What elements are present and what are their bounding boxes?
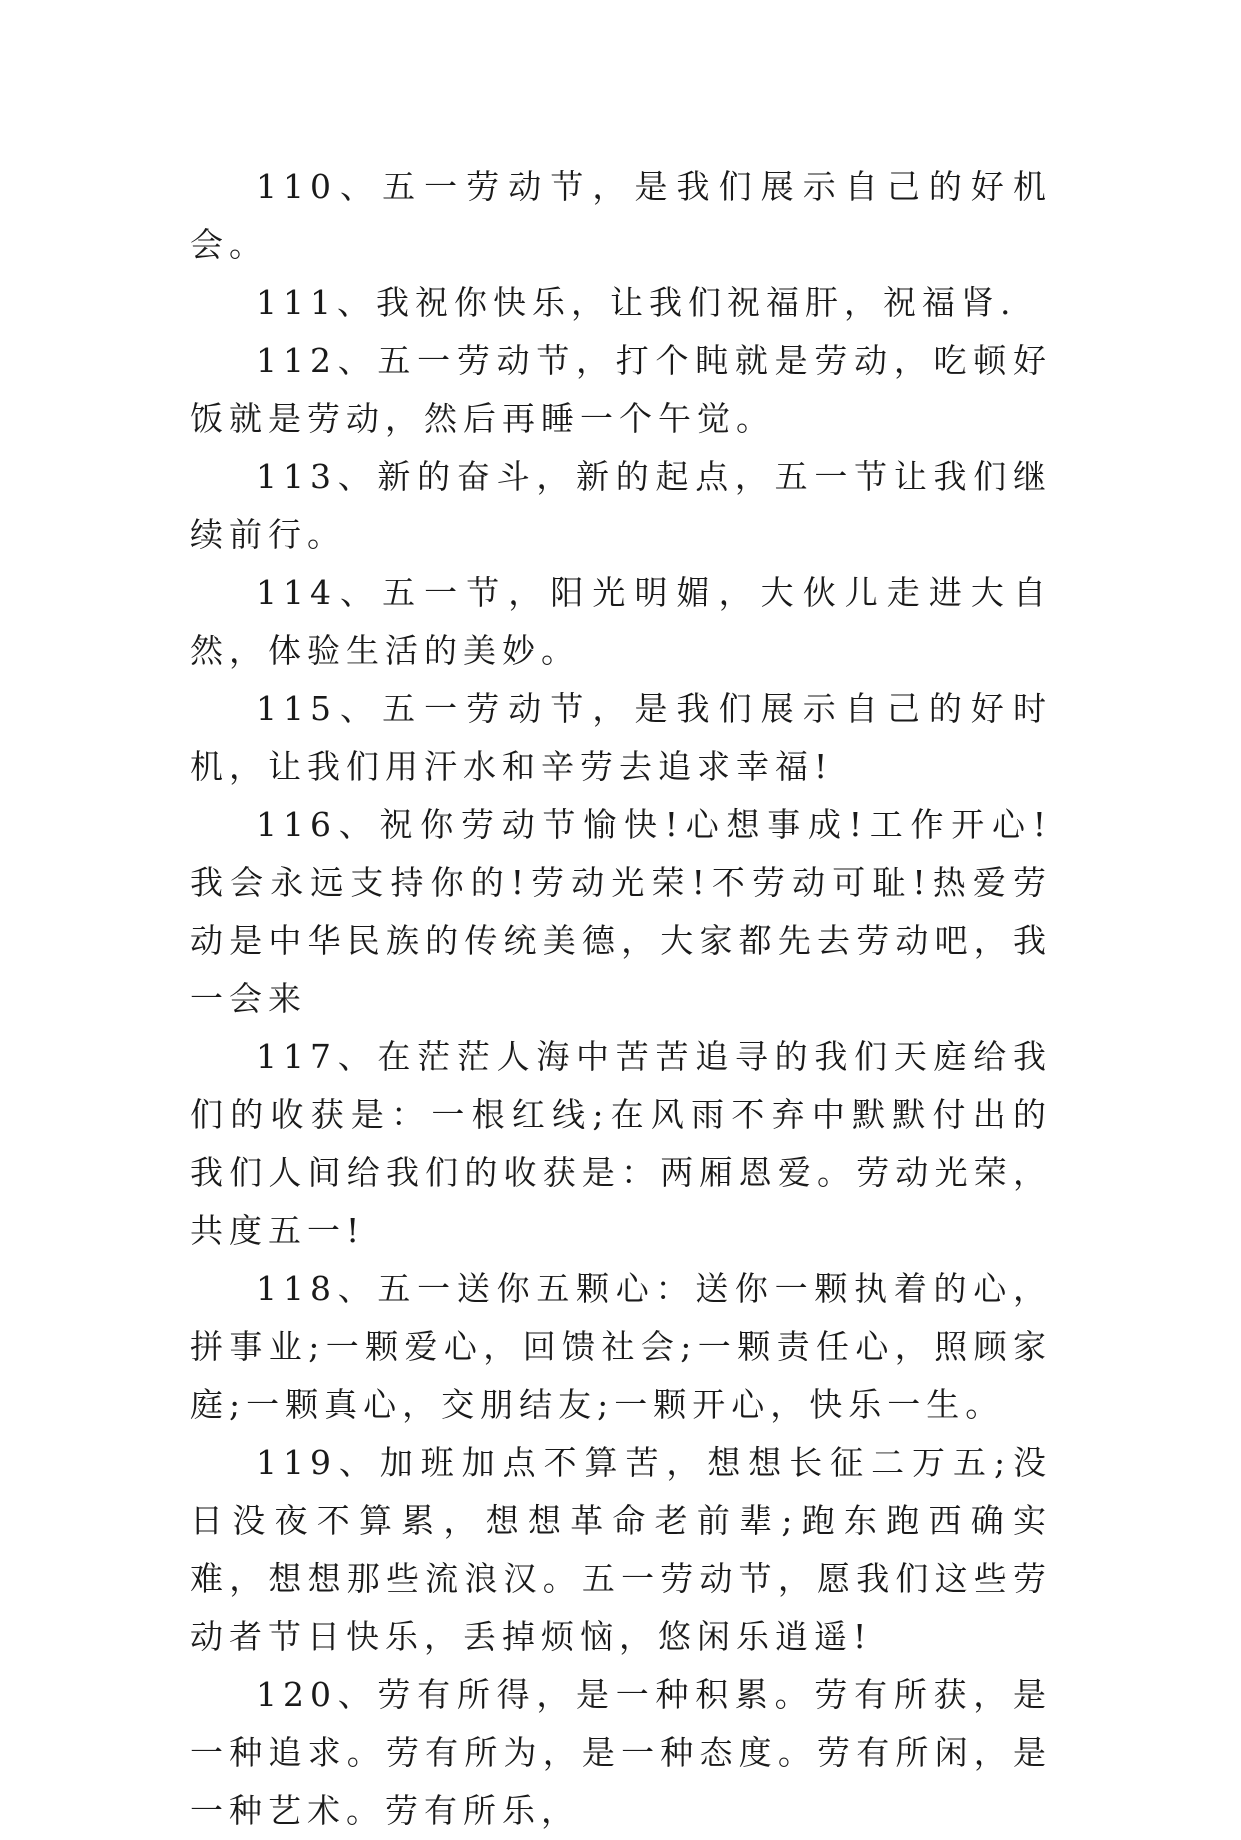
paragraph-113: 113、新的奋斗，新的起点，五一节让我们继续前行。	[190, 457, 1052, 554]
paragraph-111: 111、我祝你快乐，让我们祝福肝，祝福肾.	[256, 283, 1017, 322]
paragraph-115: 115、五一劳动节，是我们展示自己的好时机，让我们用汗水和辛劳去追求幸福!	[190, 689, 1052, 786]
paragraph-116: 116、祝你劳动节愉快!心想事成!工作开心!我会永远支持你的!劳动光荣!不劳动可耻!热爱劳动是中华民族的传统美德，大家都先去劳动吧，我一会来	[190, 805, 1052, 1018]
paragraph-118: 118、五一送你五颗心：送你一颗执着的心，拼事业;一颗爱心，回馈社会;一颗责任心，照顾家庭;一颗真心，交朋结友;一颗开心，快乐一生。	[190, 1269, 1052, 1424]
paragraph-112: 112、五一劳动节，打个盹就是劳动，吃顿好饭就是劳动，然后再睡一个午觉。	[190, 341, 1052, 438]
paragraph-114: 114、五一节，阳光明媚，大伙儿走进大自然，体验生活的美妙。	[190, 573, 1052, 670]
paragraph-119: 119、加班加点不算苦，想想长征二万五;没日没夜不算累，想想革命老前辈;跑东跑西确实难，想想那些流浪汉。五一劳动节，愿我们这些劳动者节日快乐，丢掉烦恼，悠闲乐逍遥!	[190, 1443, 1052, 1656]
paragraph-120: 120、劳有所得，是一种积累。劳有所获，是一种追求。劳有所为，是一种态度。劳有所闲，是一种艺术。劳有所乐，	[190, 1675, 1052, 1830]
paragraph-117: 117、在茫茫人海中苦苦追寻的我们天庭给我们的收获是：一根红线;在风雨不弃中默默付出的我们人间给我们的收获是：两厢恩爱。劳动光荣，共度五一!	[190, 1037, 1052, 1250]
document-body	[190, 158, 1052, 1840]
paragraph-110: 110、五一劳动节，是我们展示自己的好机会。	[190, 167, 1052, 264]
